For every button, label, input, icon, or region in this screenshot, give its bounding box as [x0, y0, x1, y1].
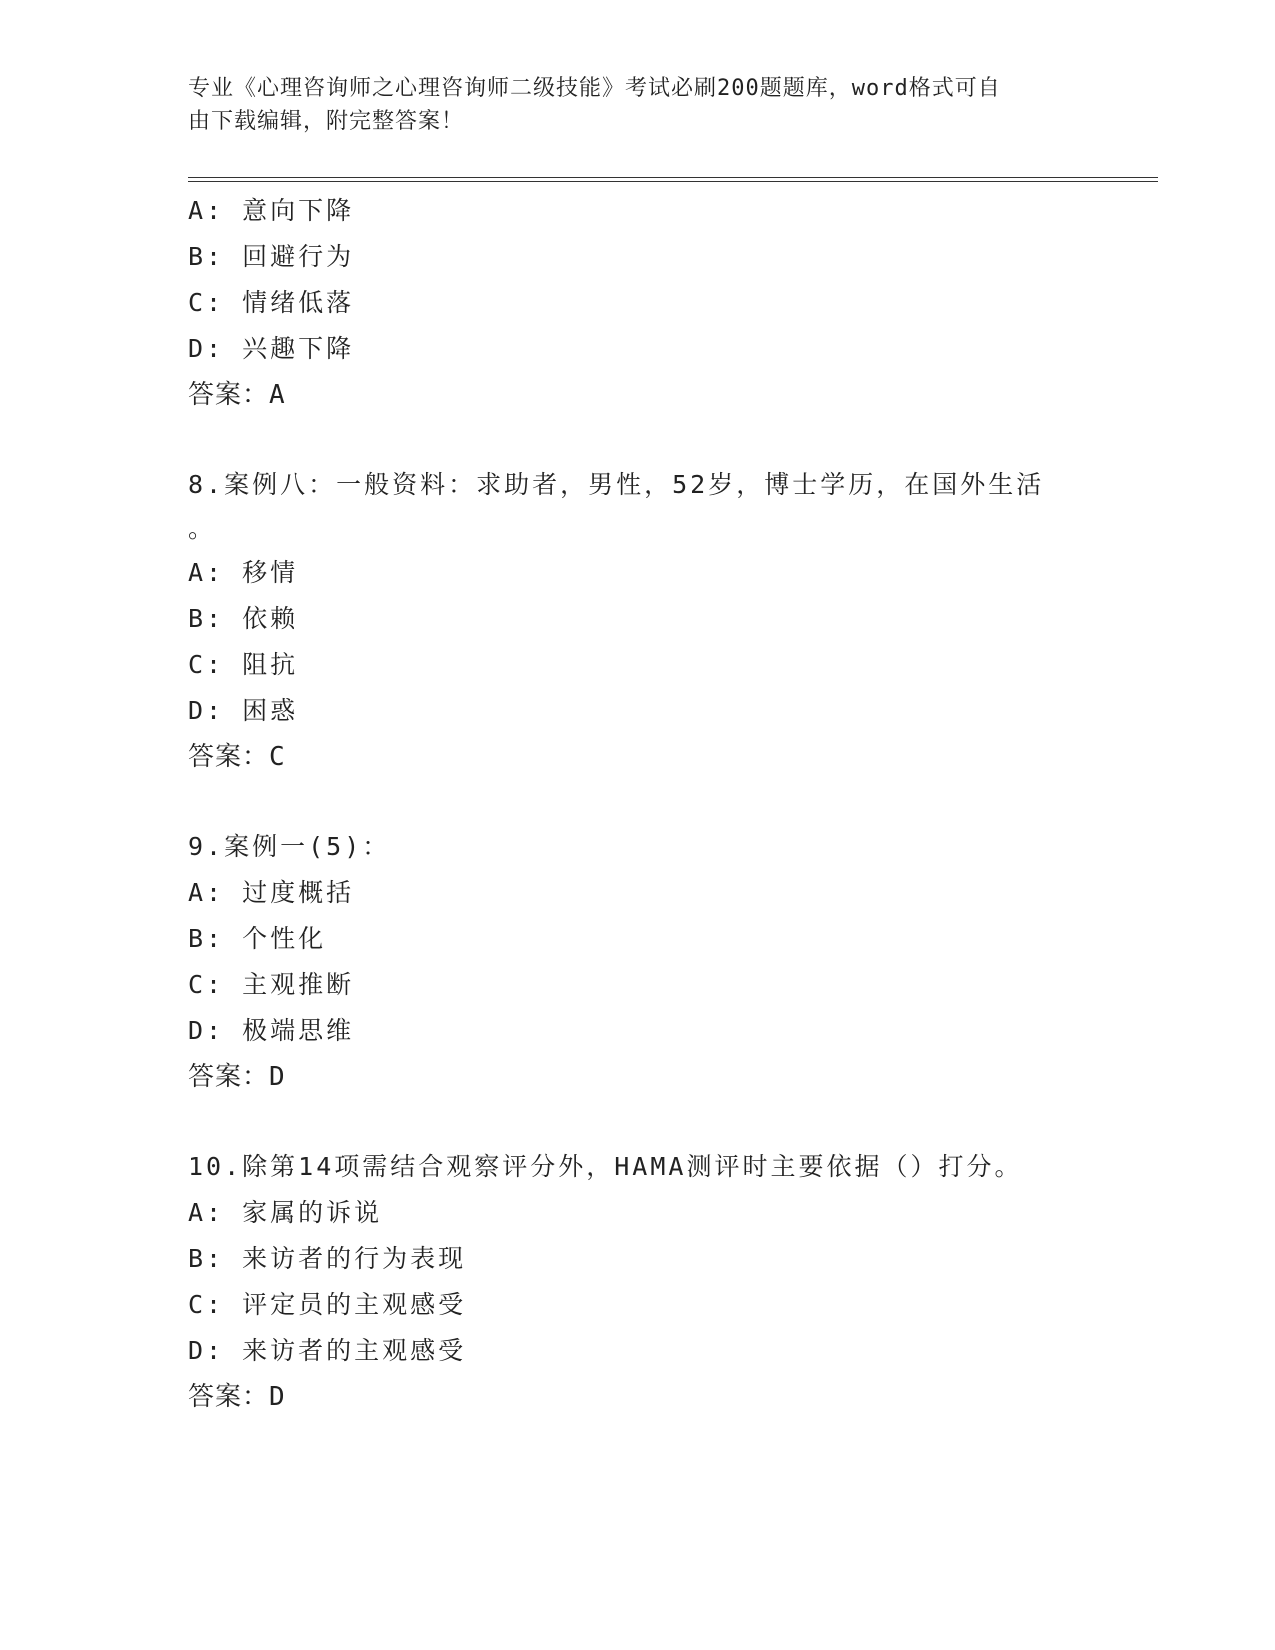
option-c: C: 评定员的主观感受 [188, 1290, 467, 1319]
option-b: B: 来访者的行为表现 [188, 1244, 467, 1273]
option-c: C: 情绪低落 [188, 288, 355, 317]
header-line-1: 专业《心理咨询师之心理咨询师二级技能》考试必刷200题题库，word格式可自 [188, 76, 1001, 101]
question-7 [188, 188, 1088, 418]
question-stem: 9.案例一(5)： [188, 832, 391, 861]
option-b: B: 个性化 [188, 924, 327, 953]
option-c: C: 主观推断 [188, 970, 355, 999]
question-9 [188, 824, 1088, 1100]
answer-label: 答案： [188, 1382, 270, 1412]
question-10 [188, 1144, 1088, 1420]
answer-value: D [269, 1382, 286, 1412]
option-c: C: 阻抗 [188, 650, 299, 679]
question-stem: 8.案例八：一般资料：求助者，男性，52岁，博士学历，在国外生活 [188, 470, 1045, 499]
option-d: D: 来访者的主观感受 [188, 1336, 467, 1365]
option-a: A: 移情 [188, 558, 299, 587]
answer-line [188, 372, 1088, 418]
question-stem-continued: 。 [188, 514, 217, 543]
option-d: D: 兴趣下降 [188, 334, 355, 363]
answer-value: C [269, 742, 286, 772]
document-header [188, 72, 1068, 138]
option-a: A: 过度概括 [188, 878, 355, 907]
answer-line [188, 1054, 1088, 1100]
answer-value: A [269, 380, 286, 410]
question-stem: 10.除第14项需结合观察评分外，HAMA测评时主要依据（）打分。 [188, 1152, 1023, 1181]
answer-line [188, 1374, 1088, 1420]
header-line-2: 由下载编辑，附完整答案！ [188, 109, 465, 134]
answer-label: 答案： [188, 380, 270, 410]
option-b: B: 回避行为 [188, 242, 355, 271]
option-b: B: 依赖 [188, 604, 299, 633]
answer-line [188, 734, 1088, 780]
header-divider [188, 177, 1158, 182]
option-d: D: 困惑 [188, 696, 299, 725]
question-8 [188, 462, 1088, 780]
option-a: A: 意向下降 [188, 196, 355, 225]
option-d: D: 极端思维 [188, 1016, 355, 1045]
answer-label: 答案： [188, 742, 270, 772]
option-a: A: 家属的诉说 [188, 1198, 383, 1227]
answer-value: D [269, 1062, 286, 1092]
question-list [188, 188, 1088, 1420]
answer-label: 答案： [188, 1062, 270, 1092]
